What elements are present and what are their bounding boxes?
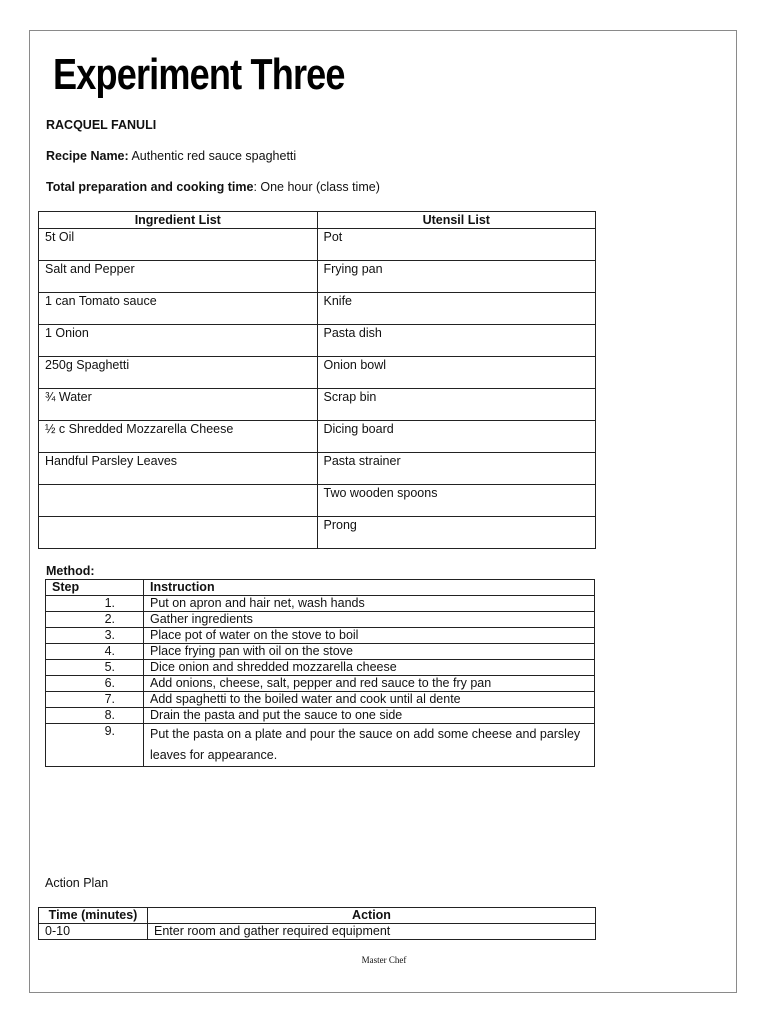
table-row: [39, 517, 596, 549]
table-row: [39, 229, 596, 261]
table-row: [39, 357, 596, 389]
method-step-row: [46, 660, 595, 676]
action-plan-row: [39, 924, 596, 940]
method-step-row: [46, 612, 595, 628]
step-number-cell: 1.: [46, 596, 144, 612]
method-table: [45, 579, 595, 767]
instruction-cell: Gather ingredients: [144, 612, 595, 628]
instruction-cell: Put on apron and hair net, wash hands: [144, 596, 595, 612]
table-header-row: [46, 580, 595, 596]
instruction-cell: Place pot of water on the stove to boil: [144, 628, 595, 644]
instruction-header: Instruction: [144, 580, 595, 596]
step-number-cell: 3.: [46, 628, 144, 644]
recipe-label: Recipe Name:: [46, 149, 129, 163]
instruction-cell: Place frying pan with oil on the stove: [144, 644, 595, 660]
ingredient-cell: ¾ Water: [39, 389, 318, 421]
utensil-cell: Onion bowl: [317, 357, 596, 389]
ingredient-cell: 5t Oil: [39, 229, 318, 261]
table-row: [39, 421, 596, 453]
utensil-cell: Prong: [317, 517, 596, 549]
utensil-list-header: Utensil List: [317, 212, 596, 229]
time-cell: 0-10: [39, 924, 148, 940]
step-number-cell: 4.: [46, 644, 144, 660]
ingredient-cell: 250g Spaghetti: [39, 357, 318, 389]
step-number-cell: 7.: [46, 692, 144, 708]
ingredient-cell: [39, 517, 318, 549]
ingredient-cell: 1 can Tomato sauce: [39, 293, 318, 325]
step-number-cell: 8.: [46, 708, 144, 724]
instruction-cell: Dice onion and shredded mozzarella cheese: [144, 660, 595, 676]
author-name: RACQUEL FANULI: [46, 118, 157, 132]
recipe-line: [46, 149, 296, 163]
ingredient-cell: ½ c Shredded Mozzarella Cheese: [39, 421, 318, 453]
footer-text: Master Chef: [361, 955, 407, 965]
table-row: [39, 485, 596, 517]
table-header-row: [39, 212, 596, 229]
method-step-row: [46, 628, 595, 644]
step-number-cell: 9.: [46, 724, 144, 767]
instruction-cell: Put the pasta on a plate and pour the sauce on add some cheese and parsley leaves for appearance.: [144, 724, 595, 767]
table-row: [39, 293, 596, 325]
ingredient-list-header: Ingredient List: [39, 212, 318, 229]
method-step-row: [46, 692, 595, 708]
instruction-cell: Add spaghetti to the boiled water and cook until al dente: [144, 692, 595, 708]
method-step-row: [46, 596, 595, 612]
time-line: [46, 180, 380, 194]
ingredient-cell: Salt and Pepper: [39, 261, 318, 293]
utensil-cell: Pot: [317, 229, 596, 261]
method-step-row: [46, 644, 595, 660]
method-step-row: [46, 676, 595, 692]
ingredient-cell: [39, 485, 318, 517]
utensil-cell: Two wooden spoons: [317, 485, 596, 517]
method-heading: Method:: [46, 564, 95, 578]
ingredient-utensil-table: [38, 211, 596, 549]
utensil-cell: Pasta strainer: [317, 453, 596, 485]
time-minutes-header: Time (minutes): [39, 908, 148, 924]
action-plan-heading: Action Plan: [45, 876, 109, 890]
step-number-cell: 5.: [46, 660, 144, 676]
recipe-value: Authentic red sauce spaghetti: [128, 149, 297, 163]
step-number-cell: 2.: [46, 612, 144, 628]
step-header: Step: [46, 580, 144, 596]
table-header-row: [39, 908, 596, 924]
table-row: [39, 261, 596, 293]
table-row: [39, 453, 596, 485]
step-number-cell: 6.: [46, 676, 144, 692]
table-row: [39, 389, 596, 421]
action-header: Action: [148, 908, 596, 924]
utensil-cell: Pasta dish: [317, 325, 596, 357]
method-step-row: [46, 708, 595, 724]
time-value: : One hour (class time): [253, 180, 380, 194]
utensil-cell: Frying pan: [317, 261, 596, 293]
ingredient-cell: Handful Parsley Leaves: [39, 453, 318, 485]
utensil-cell: Scrap bin: [317, 389, 596, 421]
ingredient-cell: 1 Onion: [39, 325, 318, 357]
action-cell: Enter room and gather required equipment: [148, 924, 596, 940]
action-plan-table: [38, 907, 596, 940]
method-step-row: [46, 724, 595, 767]
utensil-cell: Knife: [317, 293, 596, 325]
table-row: [39, 325, 596, 357]
time-label: Total preparation and cooking time: [46, 180, 254, 194]
instruction-cell: Drain the pasta and put the sauce to one side: [144, 708, 595, 724]
utensil-cell: Dicing board: [317, 421, 596, 453]
instruction-cell: Add onions, cheese, salt, pepper and red sauce to the fry pan: [144, 676, 595, 692]
document-title: Experiment Three: [53, 50, 345, 99]
